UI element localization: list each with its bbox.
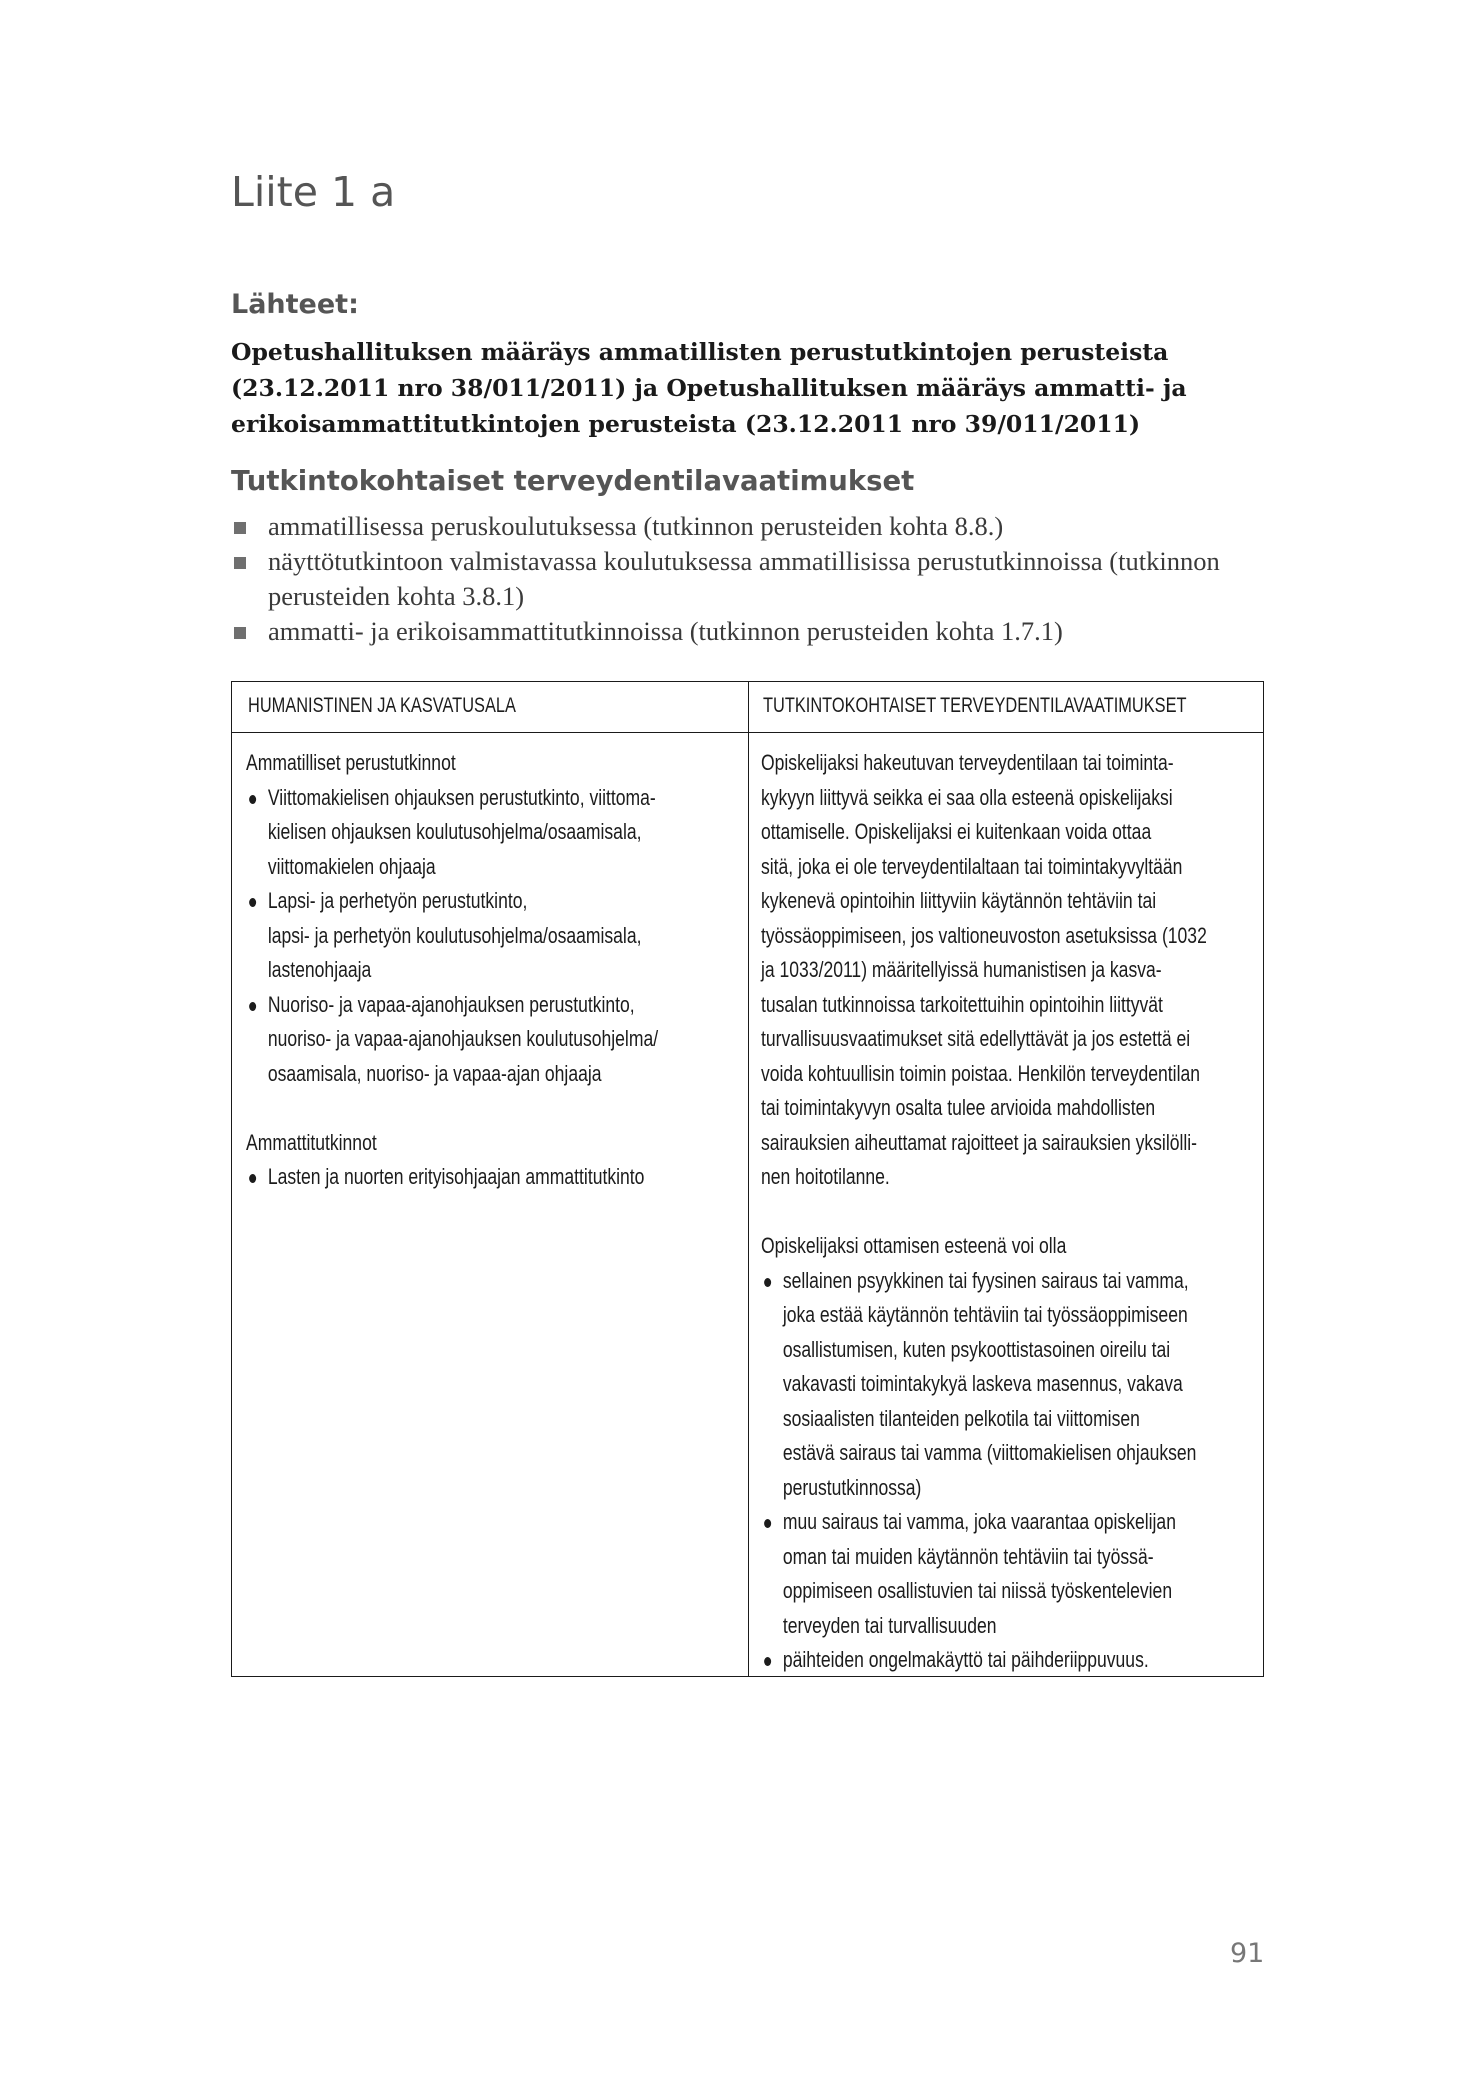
obstacles-list bbox=[761, 1264, 1251, 1678]
square-bullet-icon bbox=[234, 627, 246, 639]
requirement-text: ammatillisessa peruskoulutuksessa (tutkinnon perusteiden kohta 8.8.) bbox=[268, 511, 1004, 541]
requirement-item bbox=[231, 614, 1271, 649]
list-item-line: lapsi- ja perhetyön koulutusohjelma/osaamisala, bbox=[267, 922, 642, 948]
field-cell bbox=[246, 746, 730, 1195]
list-item-line: muu sairaus tai vamma, joka vaarantaa opiskelijan bbox=[782, 1509, 1176, 1534]
degree-item bbox=[246, 781, 730, 885]
degree-item bbox=[246, 1160, 730, 1195]
paragraph-line: työssäoppimiseen, jos valtioneuvoston asetuksissa (1032 bbox=[761, 922, 1207, 948]
header-divider bbox=[232, 732, 1263, 733]
paragraph-line: ja 1033/2011) määritellyissä humanistisen ja kasva- bbox=[761, 957, 1162, 982]
table-header-field: HUMANISTINEN JA KASVATUSALA bbox=[248, 694, 516, 717]
degree-item bbox=[246, 884, 730, 988]
list-item-line: oman tai muiden käytännön tehtäviin tai työssä- bbox=[782, 1543, 1154, 1569]
list-item-line: sosiaalisten tilanteiden pelkotila tai viittomisen bbox=[782, 1405, 1140, 1431]
page-heading: Liite 1 a bbox=[231, 168, 396, 216]
bullet-icon bbox=[249, 1174, 256, 1183]
requirement-text: näyttötutkintoon valmistavassa koulutuksessa ammatillisissa perustutkinnoissa (tutkinnon perusteiden kohta 3.8.1) bbox=[268, 546, 1220, 611]
group-title: Ammatilliset perustutkinnot bbox=[246, 750, 456, 775]
requirement-item bbox=[231, 509, 1271, 544]
degree-list bbox=[246, 1160, 730, 1195]
bullet-icon bbox=[764, 1657, 771, 1666]
square-bullet-icon bbox=[234, 522, 246, 534]
paragraph-line: nen hoitotilanne. bbox=[761, 1164, 890, 1189]
section-title: Tutkintokohtaiset terveydentilavaatimukset bbox=[231, 465, 915, 497]
list-item-line: estävä sairaus tai vamma (viittomakielisen ohjauksen bbox=[782, 1440, 1197, 1465]
requirements-table bbox=[231, 681, 1264, 1677]
obstacles-title: Opiskelijaksi ottamisen esteenä voi olla bbox=[761, 1233, 1067, 1258]
sources-text: Opetushallituksen määräys ammatillisten perustutkintojen perusteista (23.12.2011 nro 38/011/2011) ja Opetushallituksen määräys ammatti- ja erikoisammattitutkintojen perusteista (23.12.2011 nro 39/011/2011) bbox=[231, 338, 1187, 438]
bullet-icon bbox=[249, 898, 256, 907]
requirement-text: ammatti- ja erikoisammattitutkinnoissa (tutkinnon perusteiden kohta 1.7.1) bbox=[268, 616, 1063, 646]
bullet-icon bbox=[764, 1278, 771, 1287]
list-item-line: Lapsi- ja perhetyön perustutkinto, bbox=[267, 888, 528, 913]
paragraph-line: sairauksien aiheuttamat rajoitteet ja sairauksien yksilölli- bbox=[761, 1129, 1198, 1155]
list-item-line: terveyden tai turvallisuuden bbox=[782, 1612, 997, 1638]
table-header-requirements: TUTKINTOKOHTAISET TERVEYDENTILAVAATIMUKSET bbox=[763, 694, 1187, 717]
list-item-line: viittomakielen ohjaaja bbox=[267, 853, 436, 879]
square-bullet-icon bbox=[234, 557, 246, 569]
column-divider bbox=[748, 682, 749, 1676]
list-item-line: osaamisala, nuoriso- ja vapaa-ajan ohjaaja bbox=[267, 1060, 602, 1086]
list-item-line: lastenohjaaja bbox=[267, 957, 372, 982]
list-item-line: perustutkinnossa) bbox=[782, 1474, 922, 1500]
bullet-icon bbox=[764, 1519, 771, 1528]
sources-label: Lähteet: bbox=[231, 289, 359, 320]
degree-list bbox=[246, 781, 730, 1092]
list-item-line: päihteiden ongelmakäyttö tai päihderiippuvuus. bbox=[782, 1647, 1149, 1672]
requirements-cell bbox=[761, 746, 1251, 1678]
page-number: 91 bbox=[1230, 1938, 1265, 1969]
paragraph-line: turvallisuusvaatimukset sitä edellyttävät ja jos estettä ei bbox=[761, 1026, 1191, 1051]
group-title: Ammattitutkinnot bbox=[246, 1129, 377, 1155]
bullet-icon bbox=[249, 1002, 256, 1011]
list-item-line: Lasten ja nuorten erityisohjaajan ammattitutkinto bbox=[267, 1164, 645, 1189]
list-item-line: vakavasti toimintakykyä laskeva masennus, vakava bbox=[782, 1371, 1183, 1396]
paragraph-line: sitä, joka ei ole terveydentilaltaan tai toimintakyvyltään bbox=[761, 853, 1183, 879]
paragraph-line: tai toimintakyvyn osalta tulee arvioida mahdollisten bbox=[761, 1095, 1156, 1120]
requirements-paragraph bbox=[761, 746, 1251, 1195]
list-item-line: joka estää käytännön tehtäviin tai työssäoppimiseen bbox=[782, 1302, 1188, 1327]
list-item-line: kielisen ohjauksen koulutusohjelma/osaamisala, bbox=[267, 819, 642, 844]
list-item-line: Viittomakielisen ohjauksen perustutkinto, viittoma- bbox=[267, 784, 656, 810]
paragraph-line: tusalan tutkinnoissa tarkoitettuihin opintoihin liittyvät bbox=[761, 991, 1163, 1017]
paragraph-line: ottamiselle. Opiskelijaksi ei kuitenkaan voida ottaa bbox=[761, 819, 1152, 844]
paragraph-line: voida kohtuullisin toimin poistaa. Henkilön terveydentilan bbox=[761, 1060, 1201, 1086]
degree-item bbox=[246, 988, 730, 1092]
paragraph-line: Opiskelijaksi hakeutuvan terveydentilaan tai toiminta- bbox=[761, 750, 1174, 775]
bullet-icon bbox=[249, 795, 256, 804]
list-item-line: sellainen psyykkinen tai fyysinen sairaus tai vamma, bbox=[782, 1267, 1189, 1293]
paragraph-line: kykenevä opintoihin liittyviin käytännön tehtäviin tai bbox=[761, 888, 1157, 913]
requirement-item bbox=[231, 544, 1271, 614]
obstacle-item bbox=[761, 1264, 1251, 1506]
obstacle-item bbox=[761, 1505, 1251, 1643]
list-item-line: Nuoriso- ja vapaa-ajanohjauksen perustutkinto, bbox=[267, 991, 635, 1017]
requirements-list bbox=[231, 509, 1271, 649]
obstacle-item bbox=[761, 1643, 1251, 1678]
list-item-line: osallistumisen, kuten psykoottistasoinen oireilu tai bbox=[782, 1336, 1171, 1362]
paragraph-line: kykyyn liittyvä seikka ei saa olla esteenä opiskelijaksi bbox=[761, 784, 1173, 810]
list-item-line: nuoriso- ja vapaa-ajanohjauksen koulutusohjelma/ bbox=[267, 1026, 659, 1051]
list-item-line: oppimiseen osallistuvien tai niissä työskentelevien bbox=[782, 1578, 1173, 1603]
